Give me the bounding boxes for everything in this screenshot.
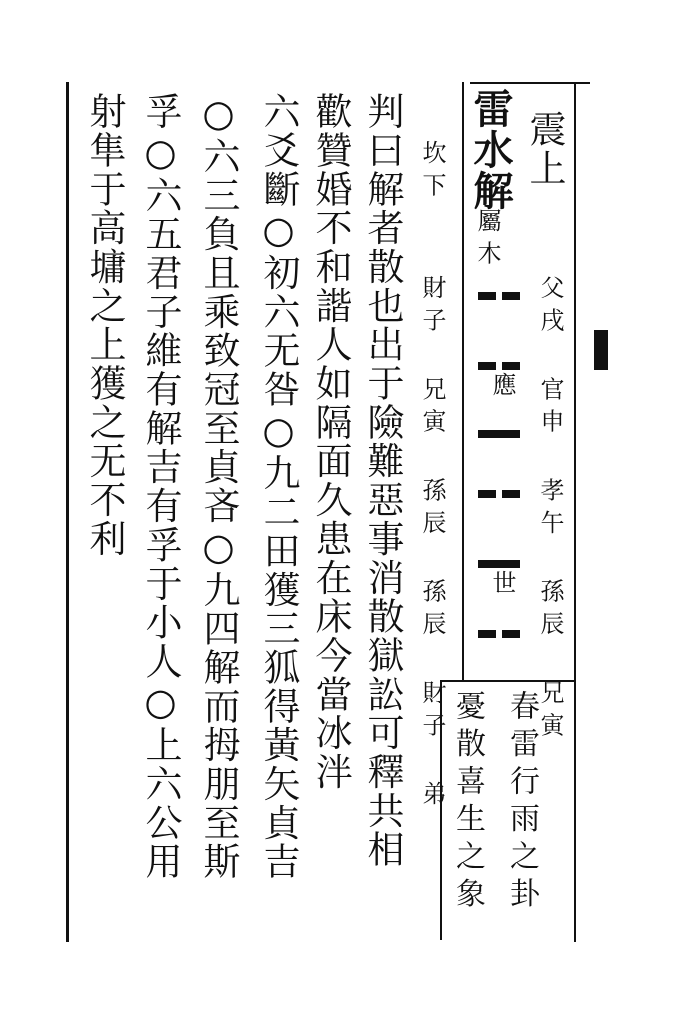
line-4-solid — [478, 430, 520, 438]
text-column-6: 射隼于高墉之上獲之无不利 — [83, 92, 126, 559]
line-6-broken-left — [478, 292, 496, 300]
text-column-4: ○六三負且乘致冠至貞吝○九四解而拇朋至斯 — [197, 92, 240, 881]
page-edge-mark — [594, 330, 608, 370]
header-divider-rule — [462, 82, 464, 682]
summary-line-1: 春雷行雨之卦 — [504, 690, 539, 915]
line-1-broken-left — [478, 630, 496, 638]
text-column-5: 孚○六五君子維有解吉有孚于小人○上六公用 — [139, 92, 182, 881]
line-3-broken-right — [502, 490, 520, 498]
frame-top-rule — [470, 82, 590, 84]
text-column-1: 判曰解者散也出于險難惡事消散獄訟可釋共相 — [361, 92, 404, 869]
frame-right-rule — [574, 82, 576, 942]
line-6-broken-right — [502, 292, 520, 300]
line-5-broken-right — [502, 362, 520, 370]
line-label-ying: 應 — [488, 372, 516, 405]
text-column-2: 歡贊婚不和諧人如隔面久患在床今當冰泮 — [309, 92, 352, 792]
hexagram-title: 雷水解 — [467, 88, 514, 211]
line-1-broken-right — [502, 630, 520, 638]
line-5-broken-left — [478, 362, 496, 370]
line-3-broken-left — [478, 490, 496, 498]
line-label-shi: 世 — [488, 570, 516, 603]
upper-trigram-label: 震上 — [523, 110, 566, 188]
summary-line-2: 憂散喜生之象 — [450, 690, 485, 915]
relatives-upper: 父戌 官申 孝午 孫辰 兄寅 — [536, 275, 564, 745]
text-column-3: 六爻斷○初六无咎○九二田獲三狐得黃矢貞吉 — [257, 92, 300, 881]
frame-left-rule — [66, 82, 69, 942]
line-2-solid — [478, 560, 520, 568]
lower-trigram-label: 坎下 — [418, 140, 446, 205]
relatives-lower: 財子 兄寅 孫辰 孫辰 財子 弟 — [418, 275, 446, 814]
hexagram-title-note: 屬木 — [473, 208, 501, 273]
